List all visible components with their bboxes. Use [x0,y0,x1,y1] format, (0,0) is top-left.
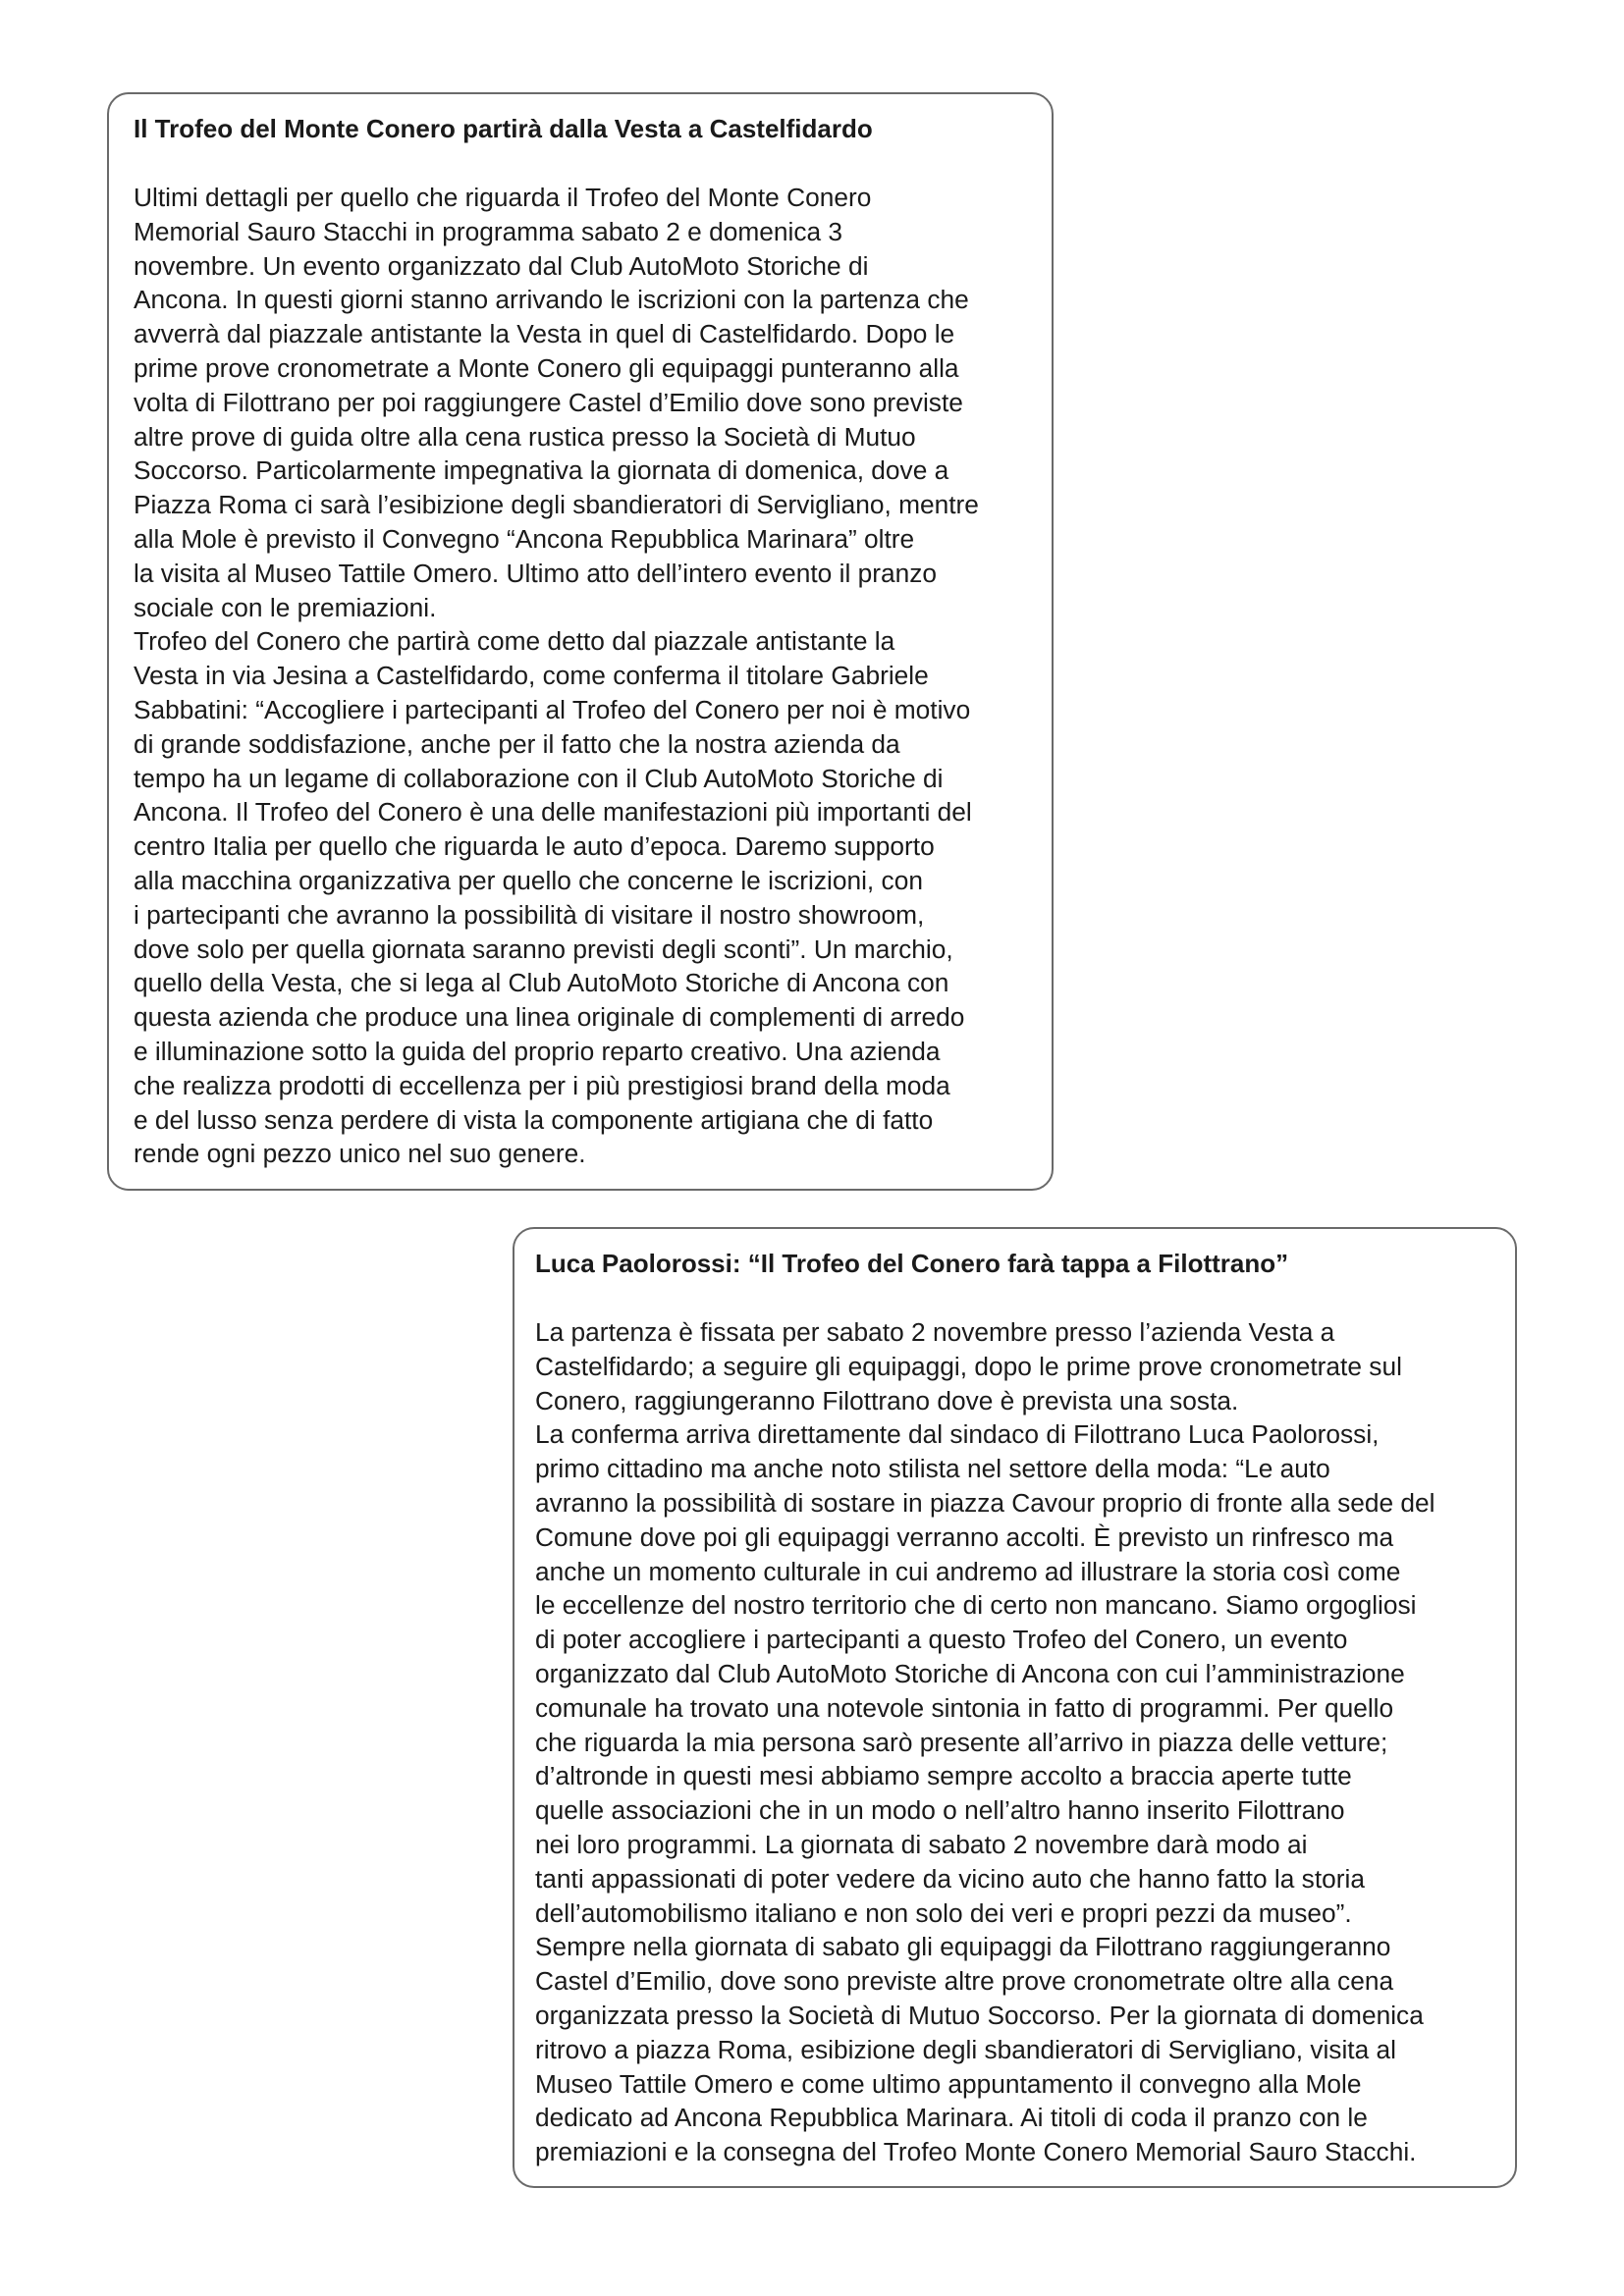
article-text-line: prime prove cronometrate a Monte Conero gli equipaggi punteranno alla [134,352,959,383]
article-text-line: dove solo per quella giornata saranno previsti degli sconti”. Un marchio, [134,934,953,964]
article-text-line: Soccorso. Particolarmente impegnativa la giornata di domenica, dove a [134,455,949,486]
article-text-line: i partecipanti che avranno la possibilità di visitare il nostro showroom, [134,899,925,930]
article-text-line: Castel d’Emilio, dove sono previste altre prove cronometrate oltre alla cena [535,1966,1394,1997]
article-text-line: quelle associazioni che in un modo o nell’altro hanno inserito Filottrano [535,1795,1345,1826]
article-text-line: dell’automobilismo italiano e non solo dei veri e propri pezzi da museo”. [535,1897,1352,1928]
article-text-line: e illuminazione sotto la guida del proprio reparto creativo. Una azienda [134,1036,941,1066]
article-title: Luca Paolorossi: “Il Trofeo del Conero farà tappa a Filottrano” [535,1249,1289,1278]
article-text-line: sociale con le premiazioni. [134,592,437,622]
article-text-line: Ancona. In questi giorni stanno arrivando le iscrizioni con la partenza che [134,285,969,315]
article-text-line: primo cittadino ma anche noto stilista nel settore della moda: “Le auto [535,1454,1330,1484]
article-text-line: tanti appassionati di poter vedere da vicino auto che hanno fatto la storia [535,1863,1365,1894]
article-text-line: La partenza è fissata per sabato 2 novembre presso l’azienda Vesta a [535,1317,1335,1347]
article-text-line: di poter accogliere i partecipanti a questo Trofeo del Conero, un evento [535,1625,1348,1655]
article-text-line: Sempre nella giornata di sabato gli equipaggi da Filottrano raggiungeranno [535,1932,1391,1962]
article-text-line: centro Italia per quello che riguarda le auto d’epoca. Daremo supporto [134,831,935,862]
article-text-line: novembre. Un evento organizzato dal Club AutoMoto Storiche di [134,250,869,281]
article-text-line: comunale ha trovato una notevole sintonia in fatto di programmi. Per quello [535,1692,1394,1723]
article-text-line: avranno la possibilità di sostare in piazza Cavour proprio di fronte alla sede del [535,1487,1435,1518]
article-text-line: Castelfidardo; a seguire gli equipaggi, dopo le prime prove cronometrate sul [535,1351,1402,1381]
article-body [134,181,1032,1171]
article-text-line: Conero, raggiungeranno Filottrano dove è prevista una sosta. [535,1385,1239,1415]
article-title: Il Trofeo del Monte Conero partirà dalla Vesta a Castelfidardo [134,114,873,143]
article-text-line: alla macchina organizzativa per quello che concerne le iscrizioni, con [134,865,923,895]
article-text-line: Trofeo del Conero che partirà come detto dal piazzale antistante la [134,626,895,657]
article-text-line: anche un momento culturale in cui andremo ad illustrare la storia così come [535,1556,1401,1586]
article-text-line: Sabbatini: “Accogliere i partecipanti al Trofeo del Conero per noi è motivo [134,694,971,724]
article-text-line: Comune dove poi gli equipaggi verranno accolti. È previsto un rinfresco ma [535,1522,1394,1552]
article-text-line: La conferma arriva direttamente dal sindaco di Filottrano Luca Paolorossi, [535,1419,1380,1450]
article-text-line: e del lusso senza perdere di vista la componente artigiana che di fatto [134,1104,934,1135]
article-text-line: Ancona. Il Trofeo del Conero è una delle manifestazioni più importanti del [134,797,972,828]
article-text-line: nei loro programmi. La giornata di sabato 2 novembre darà modo ai [535,1829,1308,1859]
article-text-line: Piazza Roma ci sarà l’esibizione degli sbandieratori di Servigliano, mentre [134,490,979,520]
article-text-line: organizzato dal Club AutoMoto Storiche di Ancona con cui l’amministrazione [535,1658,1405,1688]
article-text-line: dedicato ad Ancona Repubblica Marinara. Ai titoli di coda il pranzo con le [535,2103,1368,2133]
article-text-line: volta di Filottrano per poi raggiungere Castel d’Emilio dove sono previste [134,387,963,417]
article-text-line: altre prove di guida oltre alla cena rustica presso la Società di Mutuo [134,421,916,452]
article-text-line: che realizza prodotti di eccellenza per i più prestigiosi brand della moda [134,1070,950,1100]
article-text-line: avverrà dal piazzale antistante la Vesta in quel di Castelfidardo. Dopo le [134,319,955,349]
article-text-line: Ultimi dettagli per quello che riguarda il Trofeo del Monte Conero [134,183,872,212]
article-text-line: Museo Tattile Omero e come ultimo appuntamento il convegno alla Mole [535,2068,1362,2099]
article-text-line: questa azienda che produce una linea originale di complementi di arredo [134,1002,965,1033]
article-text-line: che riguarda la mia persona sarò presente all’arrivo in piazza delle vetture; [535,1727,1388,1757]
article-body [535,1315,1497,2169]
article-text-line: tempo ha un legame di collaborazione con il Club AutoMoto Storiche di [134,763,944,793]
article-text-line: la visita al Museo Tattile Omero. Ultimo atto dell’intero evento il pranzo [134,558,938,588]
article-text-line: le eccellenze del nostro territorio che di certo non mancano. Siamo orgogliosi [535,1590,1417,1621]
article-text-line: Memorial Sauro Stacchi in programma sabato 2 e domenica 3 [134,216,843,246]
article-text-line: premiazioni e la consegna del Trofeo Monte Conero Memorial Sauro Stacchi. [535,2137,1417,2167]
article-text-line: alla Mole è previsto il Convegno “Ancona Repubblica Marinara” oltre [134,523,915,554]
article-text-line: organizzata presso la Società di Mutuo Soccorso. Per la giornata di domenica [535,2000,1424,2030]
article-text-line: d’altronde in questi mesi abbiamo sempre accolto a braccia aperte tutte [535,1761,1352,1791]
article-box-vesta [107,92,1054,1191]
article-box-filottrano [513,1227,1517,2188]
article-text-line: di grande soddisfazione, anche per il fatto che la nostra azienda da [134,728,900,759]
article-text-line: Vesta in via Jesina a Castelfidardo, come conferma il titolare Gabriele [134,661,929,691]
article-text-line: quello della Vesta, che si lega al Club AutoMoto Storiche di Ancona con [134,968,949,998]
article-text-line: rende ogni pezzo unico nel suo genere. [134,1139,586,1169]
article-text-line: ritrovo a piazza Roma, esibizione degli sbandieratori di Servigliano, visita al [535,2034,1397,2064]
